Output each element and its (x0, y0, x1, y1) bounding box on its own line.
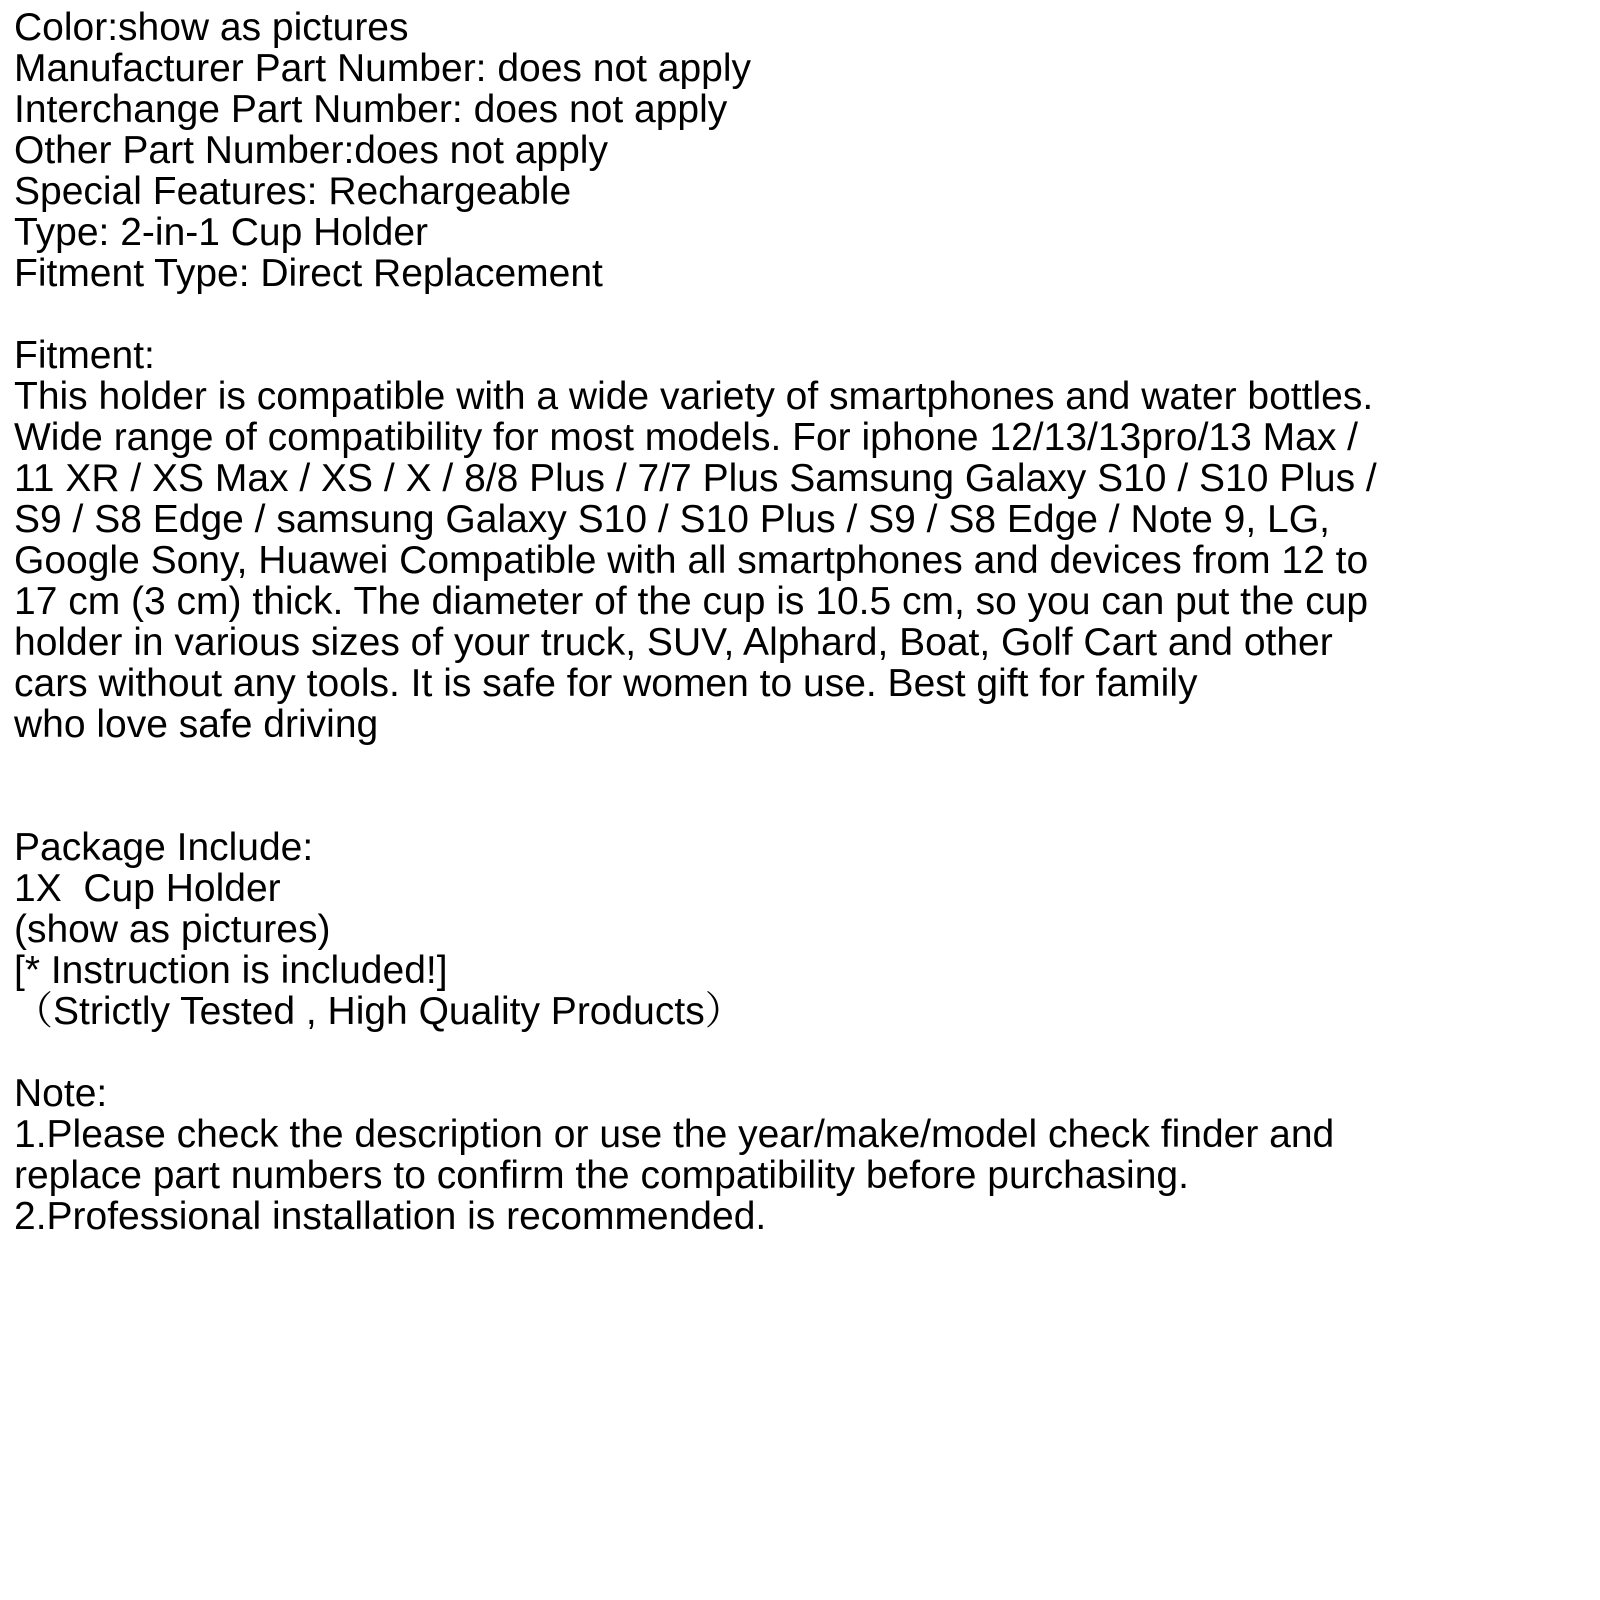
spec-interchange-part-number: Interchange Part Number: does not apply (14, 88, 728, 131)
note-heading: Note: (14, 1072, 108, 1115)
spacer (14, 294, 1594, 335)
fitment-section (14, 335, 1594, 745)
package-section (14, 827, 1594, 1032)
package-item: (show as pictures) (14, 908, 331, 951)
specs-section (14, 7, 1594, 294)
note-section (14, 1073, 1594, 1237)
fitment-line: 11 XR / XS Max / XS / X / 8/8 Plus / 7/7 Plus Samsung Galaxy S10 / S10 Plus / (14, 457, 1377, 500)
package-item: 1X Cup Holder (14, 867, 281, 910)
spacer (14, 786, 1594, 827)
note-line: replace part numbers to confirm the compatibility before purchasing. (14, 1154, 1189, 1197)
spec-fitment-type: Fitment Type: Direct Replacement (14, 252, 603, 295)
fitment-line: Google Sony, Huawei Compatible with all smartphones and devices from 12 to (14, 539, 1369, 582)
fitment-line: 17 cm (3 cm) thick. The diameter of the cup is 10.5 cm, so you can put the cup (14, 580, 1369, 623)
spec-color: Color:show as pictures (14, 6, 409, 49)
spacer (14, 1032, 1594, 1073)
fitment-line: Wide range of compatibility for most models. For iphone 12/13/13pro/13 Max / (14, 416, 1358, 459)
spec-type: Type: 2-in-1 Cup Holder (14, 211, 429, 254)
fitment-line: S9 / S8 Edge / samsung Galaxy S10 / S10 Plus / S9 / S8 Edge / Note 9, LG, (14, 498, 1330, 541)
spec-other-part-number: Other Part Number:does not apply (14, 129, 608, 172)
fitment-line: cars without any tools. It is safe for women to use. Best gift for family (14, 662, 1198, 705)
fitment-line: who love safe driving (14, 703, 379, 746)
spec-special-features: Special Features: Rechargeable (14, 170, 572, 213)
package-heading: Package Include: (14, 826, 314, 869)
product-description (14, 7, 1594, 1237)
fitment-line: This holder is compatible with a wide variety of smartphones and water bottles. (14, 375, 1374, 418)
package-item: [* Instruction is included!] (14, 949, 448, 992)
package-item: （Strictly Tested , High Quality Products） (14, 990, 744, 1033)
fitment-heading: Fitment: (14, 334, 155, 377)
fitment-line: holder in various sizes of your truck, SUV, Alphard, Boat, Golf Cart and other (14, 621, 1333, 664)
note-line: 2.Professional installation is recommended. (14, 1195, 767, 1238)
spec-manufacturer-part-number: Manufacturer Part Number: does not apply (14, 47, 752, 90)
spacer (14, 745, 1594, 786)
note-line: 1.Please check the description or use the year/make/model check finder and (14, 1113, 1335, 1156)
